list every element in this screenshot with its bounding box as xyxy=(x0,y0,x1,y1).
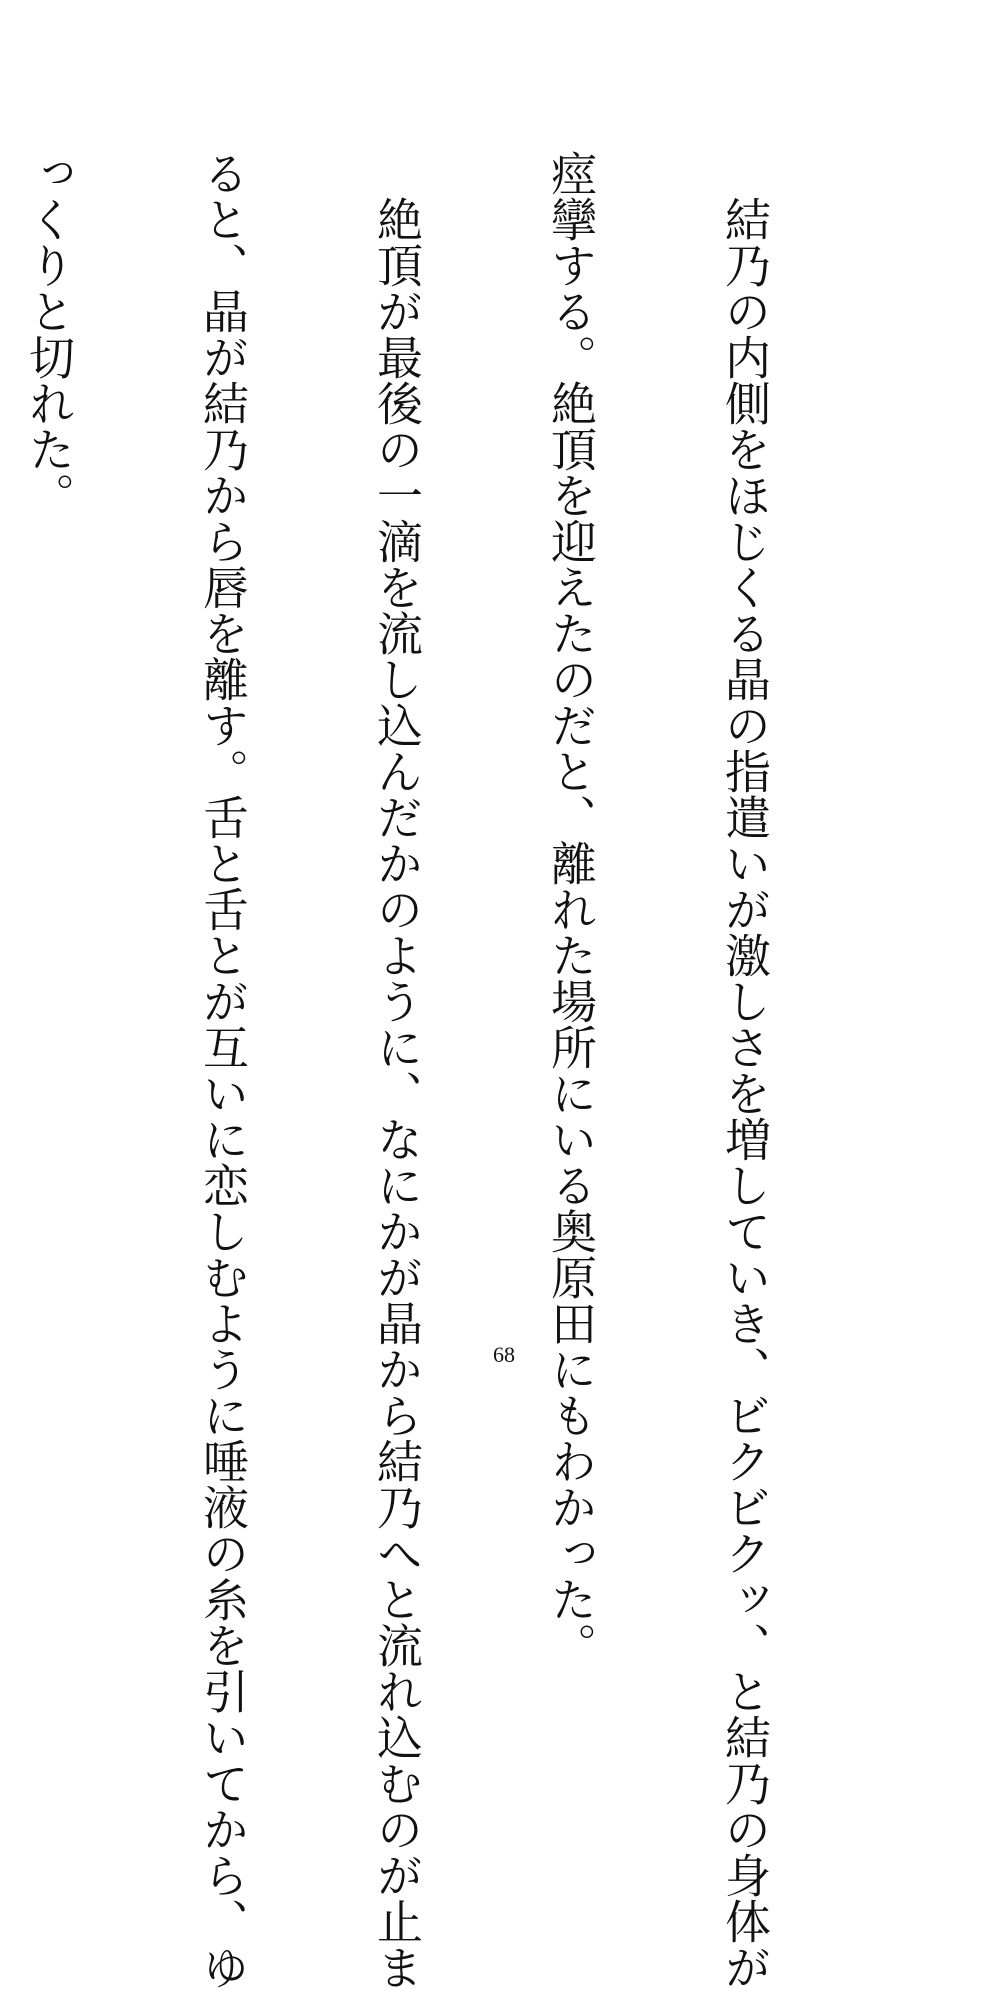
text-line: ると、晶が結乃から唇を離す。舌と舌とが互いに恋しむように唾液の糸を引いてから、ゆ xyxy=(196,150,250,1990)
text-line: 痙攣する。絶頂を迎えたのだと、離れた場所にいる奥原田にもわかった。 xyxy=(544,150,598,1668)
text-line: 絶頂が最後の一滴を流し込んだかのように、なにかが晶から結乃へと流れ込むのが止ま xyxy=(370,150,424,1990)
text-line: 結乃の内側をほじくる晶の指遣いが激しさを増していき、ビクビクッ、と結乃の身体が xyxy=(718,150,772,1990)
text-line: っくりと切れた。 xyxy=(22,150,76,518)
page-number: 68 xyxy=(493,1342,515,1367)
